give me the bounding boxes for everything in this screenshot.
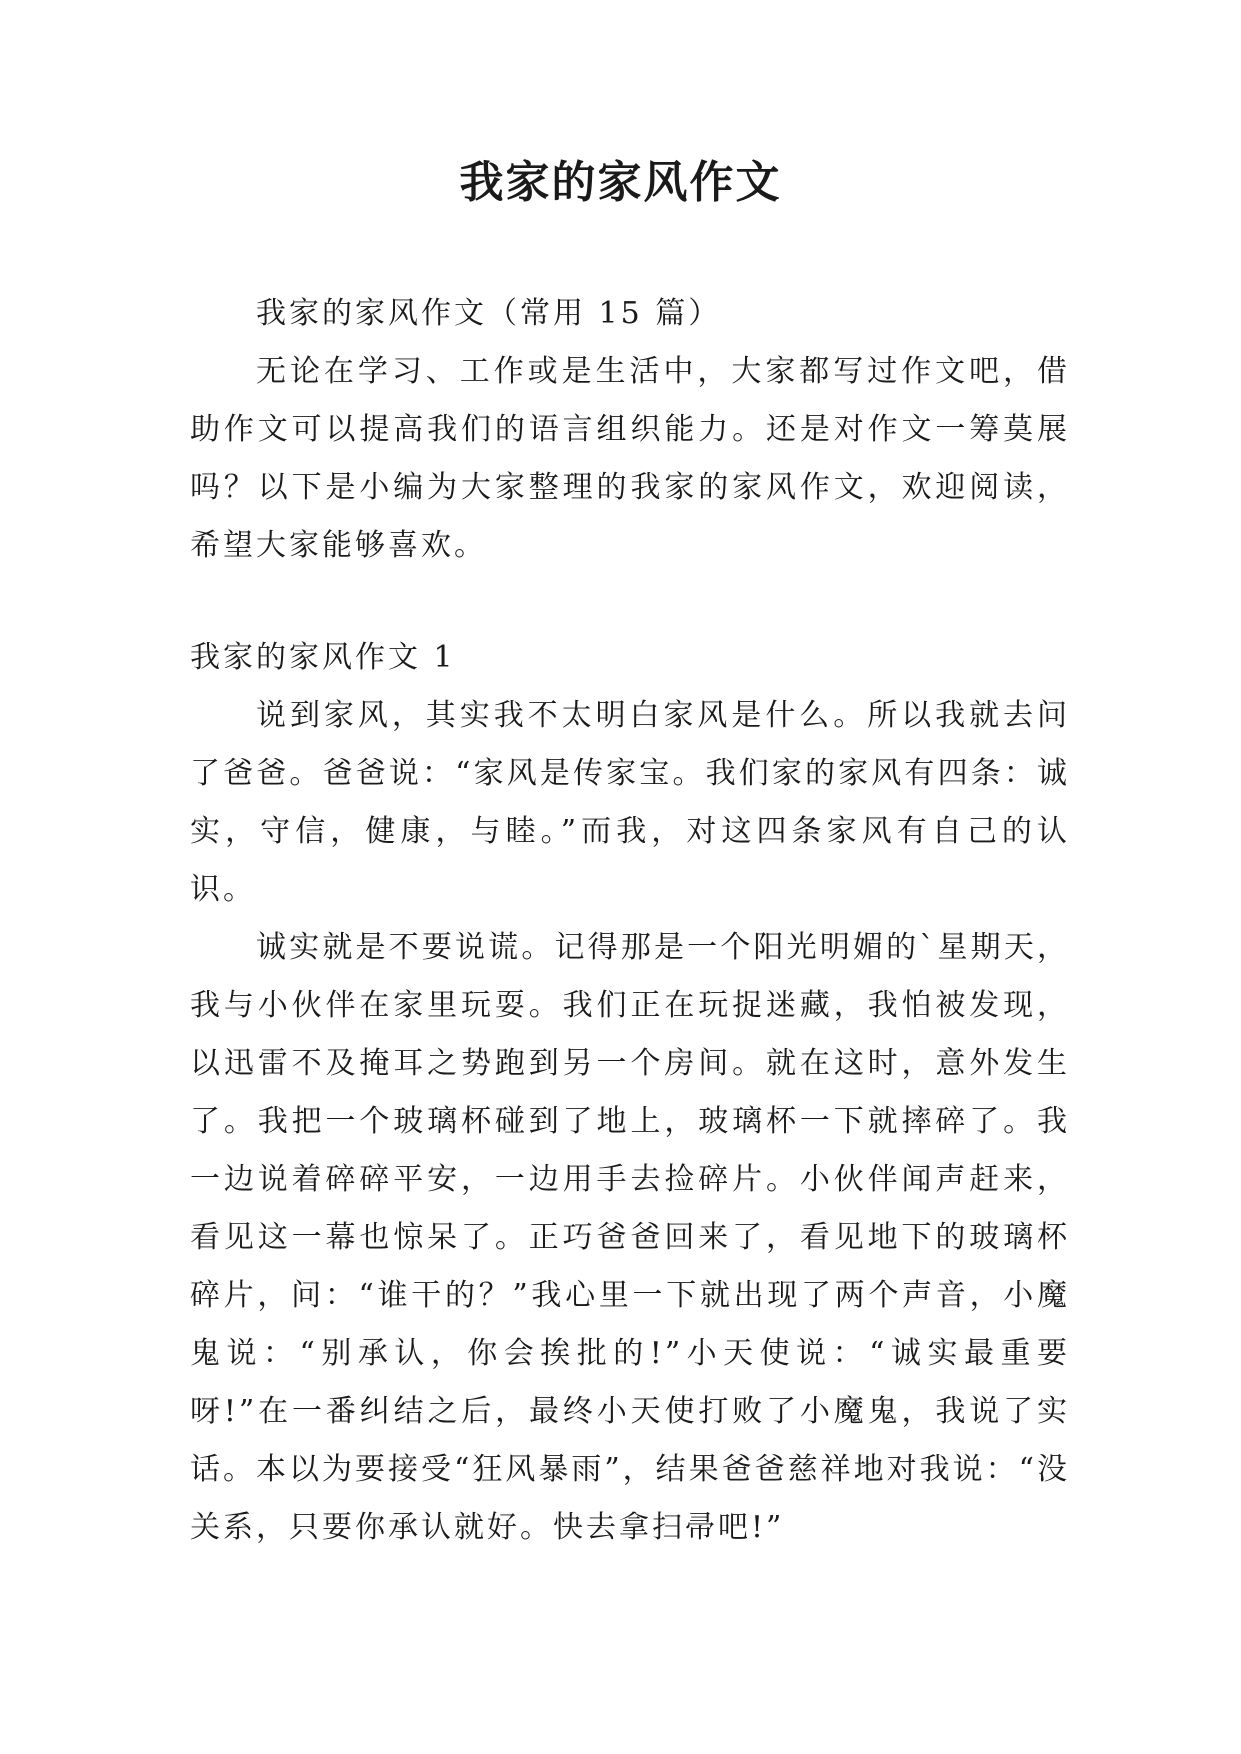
document-body xyxy=(190,285,1070,1557)
intro-paragraph: 无论在学习、工作或是生活中，大家都写过作文吧，借助作文可以提高我们的语言组织能力。还是对作文一筹莫展吗？以下是小编为大家整理的我家的家风作文，欢迎阅读，希望大家能够喜欢。 xyxy=(190,354,1070,563)
document-title: 我家的家风作文 xyxy=(459,157,782,208)
body-paragraph: 说到家风，其实我不太明白家风是什么。所以我就去问了爸爸。爸爸说：“家风是传家宝。我们家的家风有四条：诚实，守信，健康，与睦。”而我，对这四条家风有自己的认识。 xyxy=(190,698,1070,907)
body-paragraph: 诚实就是不要说谎。记得那是一个阳光明媚的`星期天，我与小伙伴在家里玩耍。我们正在玩捉迷藏，我怕被发现，以迅雷不及掩耳之势跑到另一个房间。就在这时，意外发生了。我把一个玻璃杯碰到了地上，玻璃杯一下就摔碎了。我一边说着碎碎平安，一边用手去捡碎片。小伙伴闻声赶来，看见这一幕也惊呆了。正巧爸爸回来了，看见地下的玻璃杯碎片，问：“谁干的？”我心里一下就出现了两个声音，小魔鬼说：“别承认，你会挨批的!”小天使说：“诚实最重要呀!”在一番纠结之后，最终小天使打败了小魔鬼，我说了实话。本以为要接受“狂风暴雨”，结果爸爸慈祥地对我说：“没关系，只要你承认就好。快去拿扫帚吧!” xyxy=(190,930,1071,1545)
section-heading: 我家的家风作文 1 xyxy=(190,640,456,675)
subtitle: 我家的家风作文（常用 15 篇） xyxy=(256,296,722,331)
